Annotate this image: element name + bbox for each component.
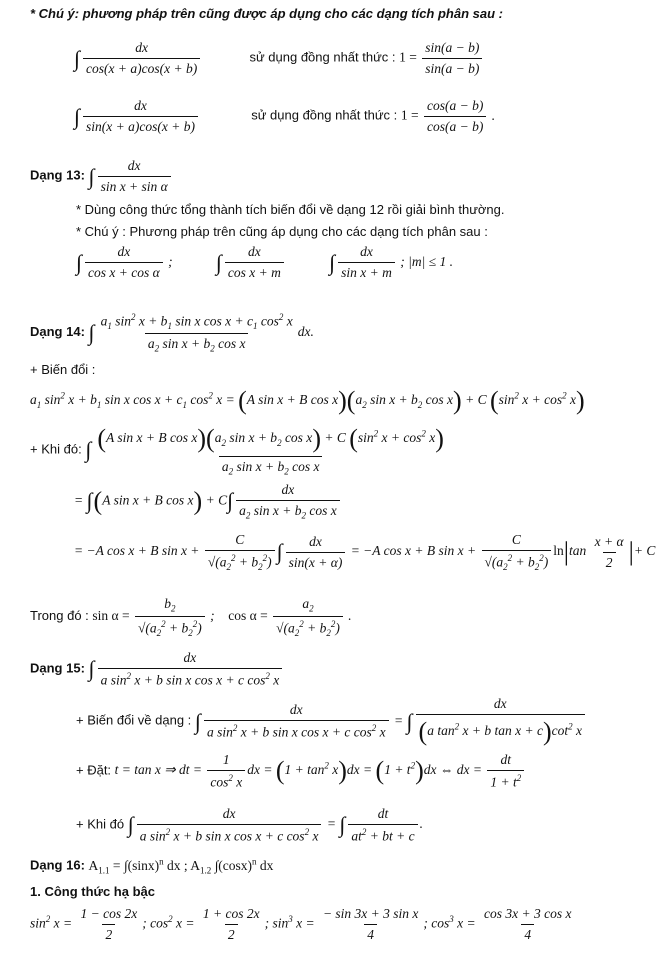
dang15-transform-row: + Biến đổi về dạng : ∫ $\frac{dx}{a \sin^2 x + b \sin x \cos x + c \cos^2 x}$ = ∫ $\frac{dx}{(a \tan^2 x + b \tan x + c)\cot^2 x}$ xyxy=(76,696,663,747)
dang15-substitute-row: + Đặt: t = tan x ⇒ dt = $\frac{1}{\cos^2 x}$ dx = $(1 + \tan^2 x)dx = (1 + t^2)dx$ ⇔ dx = $\frac{dt}{1 + t^2}$ xyxy=(76,752,663,791)
dang14-when-row: + Khi đó: ∫ (A sin x + B $\cos x)(a_2$ $\sin x + b_2$ cos x) + C ($\sin^2$ $x + \cos^2 x$) $a_2$ $\sin x + b_2$ cos x xyxy=(30,424,444,477)
dang15-transform: + Biến đổi về dạng : xyxy=(76,712,192,728)
dang16-row: Dạng 16: $A_{1.1} = \int(\sin x)^n$ dx ; $A_{1.2}$ $\int(\cos x)^n$ dx xyxy=(30,856,274,876)
dang13-note1: * Dùng công thức tổng thành tích biến đổi về dạng 12 rồi giải bình thường. xyxy=(76,202,505,217)
dang14-step1: = ∫(A sin x + B cos x) + C∫ $\frac{dx}{a_2 \sin x + b_2 \cos x}$ xyxy=(74,482,663,521)
identity-row-2: ∫ $\frac{dx}{\sin(x + a)\cos(x + b)}$ sử dụng đồng nhất thức : 1 = $\frac{\cos(a - b)}{\cos(a - b)}$ . xyxy=(74,98,496,134)
dang13-integrals: ∫ $\frac{dx}{\text{cos x + cos α}}$ ; ∫ $\frac{dx}{\text{cos x + m}}$ ∫ $\frac{dx}{\text{sin x + m}}$ ; |m| ≤ 1 . xyxy=(76,244,453,280)
dang14-identity: $a_1$ $\sin^2 x + b_1$ sin x $\cos x + c_1$ $\cos^2 x = (A$ sin x + B $\cos x)(a_2$ $\sin x + b_2$ cos x) + C ($\sin^2$ $x + \cos^2 x$) xyxy=(30,386,585,415)
dang15-heading: Dạng 15: xyxy=(30,660,85,676)
dang14-transform: + Biến đổi : xyxy=(30,362,96,377)
power-reduction-formulas: $\sin^2 x$ = $\frac{1 - \cos 2x}{2}$ ; $\cos^2 x$ = $\frac{1 + \cos 2x}{2}$ ; $\sin^3 x$ = $\frac{\text{− sin 3x + 3 sin x}}{4}$ ; $\cos^3 x$ = $\frac{\text{cos 3x + 3 cos x}}{4}$ xyxy=(30,906,572,942)
dang13-note2: * Chú ý : Phương pháp trên cũng áp dụng cho các dạng tích phân sau : xyxy=(76,224,488,239)
dang14-when: + Khi đó: xyxy=(30,441,82,457)
dang15-when: + Khi đó xyxy=(76,816,125,832)
dang15-row: Dạng 15: ∫ $\frac{dx}{a \sin^2 x + b \sin x \cos x + c \cos^2 x}$ xyxy=(30,650,663,689)
dang15-when-row: + Khi đó ∫ $\frac{dx}{a \sin^2 x + b \sin x \cos x + c \cos^2 x}$ = ∫ $\frac{dt}{at^2 + bt + c}$ . xyxy=(76,806,423,844)
dang14-heading: Dạng 14: xyxy=(30,324,85,340)
note-header: * Chú ý: phương pháp trên cũng được áp dụng cho các dạng tích phân sau : xyxy=(30,6,503,21)
identity-label: sử dụng đồng nhất thức : xyxy=(251,107,398,123)
dang15-substitute: + Đặt: xyxy=(76,762,112,778)
dang16-heading: Dạng 16: xyxy=(30,857,85,873)
dang13-heading: Dạng 13: xyxy=(30,167,85,183)
dang14-where-row: Trong đó : sin α = $\frac{b_2}{√(a_2^2 + b_2^2)}$ ; cos α = $\frac{a_2}{√(a_2^2 + b_2^2)}$ . xyxy=(30,596,352,638)
dang14-step2: = −A cos x + B sin x + $\frac{C}{√(a_2^2 + b_2^2)}$ ∫ $\frac{dx}{\sin(x + \alpha)}$ = −A cos x + B sin x + $\frac{C}{√(a_2^2 + b_2^2)}$ ln|tan $\frac{x + \alpha}{2}$ |+ C xyxy=(74,532,656,573)
dang16-section: 1. Công thức hạ bậc xyxy=(30,884,155,899)
identity-label: sử dụng đồng nhất thức : xyxy=(249,49,396,65)
dang14-row: Dạng 14: ∫ $\frac{a_1 \sin^2 x + b_1 \sin x \cos x + c_1 \cos^2 x}{a_2 \sin x + b_2 \cos x}$ dx. xyxy=(30,312,314,354)
dang14-where: Trong đó : xyxy=(30,608,89,624)
dang13-row: Dạng 13: ∫ $\frac{dx}{\text{sin x + sin α}}$ xyxy=(30,158,663,195)
identity-row-1: ∫ $\frac{dx}{\cos(x + a)\cos(x + b)}$ sử dụng đồng nhất thức : 1 = $\frac{\sin(a - b)}{\sin(a - b)}$ xyxy=(74,40,663,77)
